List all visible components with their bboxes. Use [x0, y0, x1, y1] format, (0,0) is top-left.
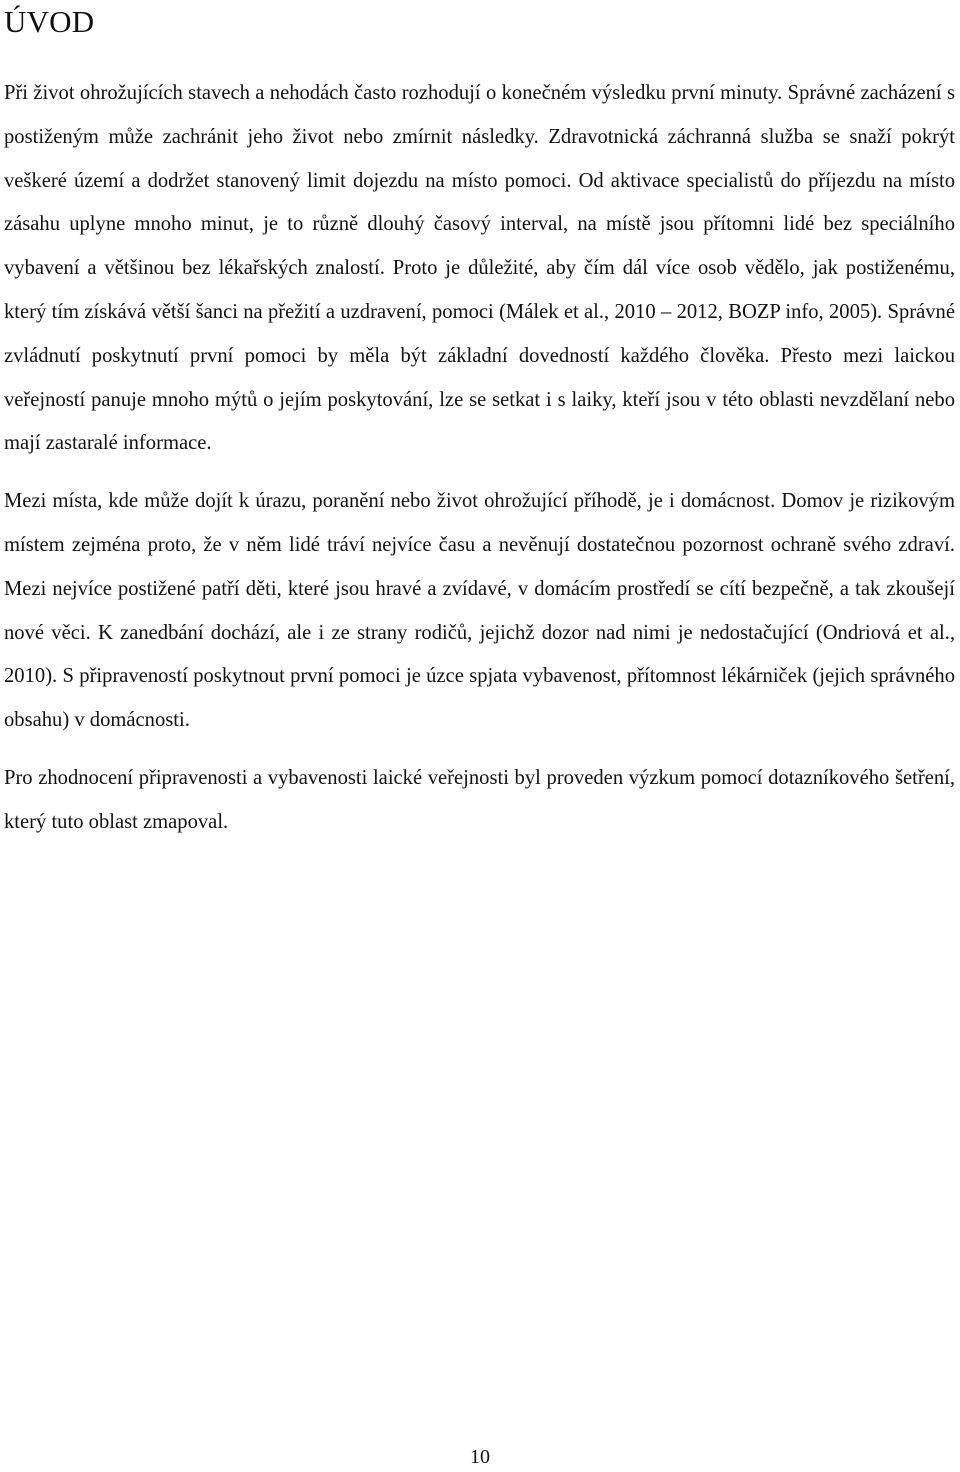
paragraph-3: Pro zhodnocení připravenosti a vybavenosti laické veřejnosti byl proveden výzkum pomocí dotazníkového šetření, který tuto oblast zmapoval. — [4, 766, 955, 833]
paragraph-1: Při život ohrožujících stavech a nehodách často rozhodují o konečném výsledku první minuty. Správné zacházení s postiženým může zachránit jeho život nebo zmírnit následky. Zdravotnická záchranná služba se snaží pokrýt veškeré území a dodržet stanovený limit dojezdu na místo pomoci. Od aktivace specialistů do příjezdu na místo zásahu uplyne mnoho minut, je to různě dlouhý časový interval, na místě jsou přítomni lidé bez speciálního vybavení a většinou bez lékařských znalostí. Proto je důležité, aby čím dál více osob vědělo, jak postiženému, který tím získává větší šanci na přežití a uzdravení, pomoci (Málek et al., 2010 – 2012, BOZP info, 2005). Správné zvládnutí poskytnutí první pomoci by měla být základní dovedností každého člověka. Přesto mezi laickou veřejností panuje mnoho mýtů o jejím poskytování, lze se setkat i s laiky, kteří jsou v této oblasti nevzdělaní nebo mají zastaralé informace. — [4, 82, 955, 455]
section-heading: ÚVOD — [4, 4, 95, 39]
page-number: 10 — [470, 1446, 490, 1468]
body-text — [4, 72, 955, 859]
paragraph-2: Mezi místa, kde může dojít k úrazu, poranění nebo život ohrožující příhodě, je i domácnost. Domov je rizikovým místem zejména proto, že v něm lidé tráví nejvíce času a nevěnují dostatečnou pozornost ochraně svého zdraví. Mezi nejvíce postižené patří děti, které jsou hravé a zvídavé, v domácím prostředí se cítí bezpečně, a tak zkoušejí nové věci. K zanedbání dochází, ale i ze strany rodičů, jejichž dozor nad nimi je nedostačující (Ondriová et al., 2010). S připraveností poskytnout první pomoci je úzce spjata vybavenost, přítomnost lékárniček (jejich správného obsahu) v domácnosti. — [4, 490, 955, 732]
